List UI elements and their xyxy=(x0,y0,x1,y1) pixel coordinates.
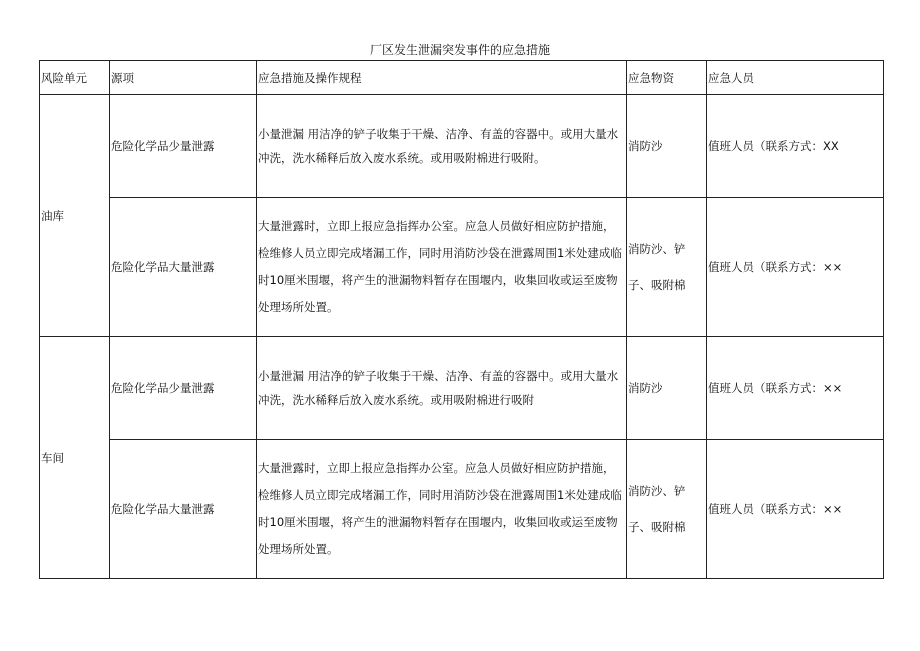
procedure-cell: 小量泄漏 用洁净的铲子收集于干燥、洁净、有盖的容器中。或用大量水冲洗，洗水稀释后放入废水系统。或用吸附棉进行吸附 xyxy=(257,337,627,440)
table-row xyxy=(40,198,884,337)
document-title: 厂区发生泄漏突发事件的应急措施 xyxy=(369,43,550,57)
header-materials: 应急物资 xyxy=(627,61,707,95)
materials-cell: 消防沙 xyxy=(627,337,707,440)
risk-unit-cell: 车间 xyxy=(40,337,110,579)
header-source: 源项 xyxy=(110,61,257,95)
table-row xyxy=(40,440,884,579)
materials-cell: 消防沙、铲子、吸附棉 xyxy=(627,198,707,337)
procedure-cell: 小量泄漏 用洁净的铲子收集于干燥、洁净、有盖的容器中。或用大量水冲洗，洗水稀释后放入废水系统。或用吸附棉进行吸附。 xyxy=(257,95,627,198)
source-cell: 危险化学品少量泄露 xyxy=(110,337,257,440)
risk-unit-cell: 油库 xyxy=(40,95,110,337)
header-procedure: 应急措施及操作规程 xyxy=(257,61,627,95)
source-cell: 危险化学品少量泄露 xyxy=(110,95,257,198)
emergency-measures-table xyxy=(39,60,884,579)
personnel-cell: 值班人员（联系方式：XX xyxy=(707,95,884,198)
table-header-row xyxy=(40,61,884,95)
table-row xyxy=(40,95,884,198)
materials-cell: 消防沙、铲子、吸附棉 xyxy=(627,440,707,579)
source-cell: 危险化学品大量泄露 xyxy=(110,198,257,337)
personnel-cell: 值班人员（联系方式：×× xyxy=(707,440,884,579)
procedure-cell: 大量泄露时，立即上报应急指挥办公室。应急人员做好相应防护措施，检维修人员立即完成堵漏工作，同时用消防沙袋在泄露周围1米处建成临时10厘米围堰，将产生的泄漏物料暂存在围堰内，收集回收或运至废物处理场所处置。 xyxy=(257,198,627,337)
personnel-cell: 值班人员（联系方式：×× xyxy=(707,337,884,440)
header-personnel: 应急人员 xyxy=(707,61,884,95)
personnel-cell: 值班人员（联系方式：×× xyxy=(707,198,884,337)
materials-cell: 消防沙 xyxy=(627,95,707,198)
table-row xyxy=(40,337,884,440)
source-cell: 危险化学品大量泄露 xyxy=(110,440,257,579)
header-risk-unit: 风险单元 xyxy=(40,61,110,95)
procedure-cell: 大量泄露时，立即上报应急指挥办公室。应急人员做好相应防护措施，检维修人员立即完成堵漏工作，同时用消防沙袋在泄露周围1米处建成临时10厘米围堰，将产生的泄漏物料暂存在围堰内，收集回收或运至废物处理场所处置。 xyxy=(257,440,627,579)
